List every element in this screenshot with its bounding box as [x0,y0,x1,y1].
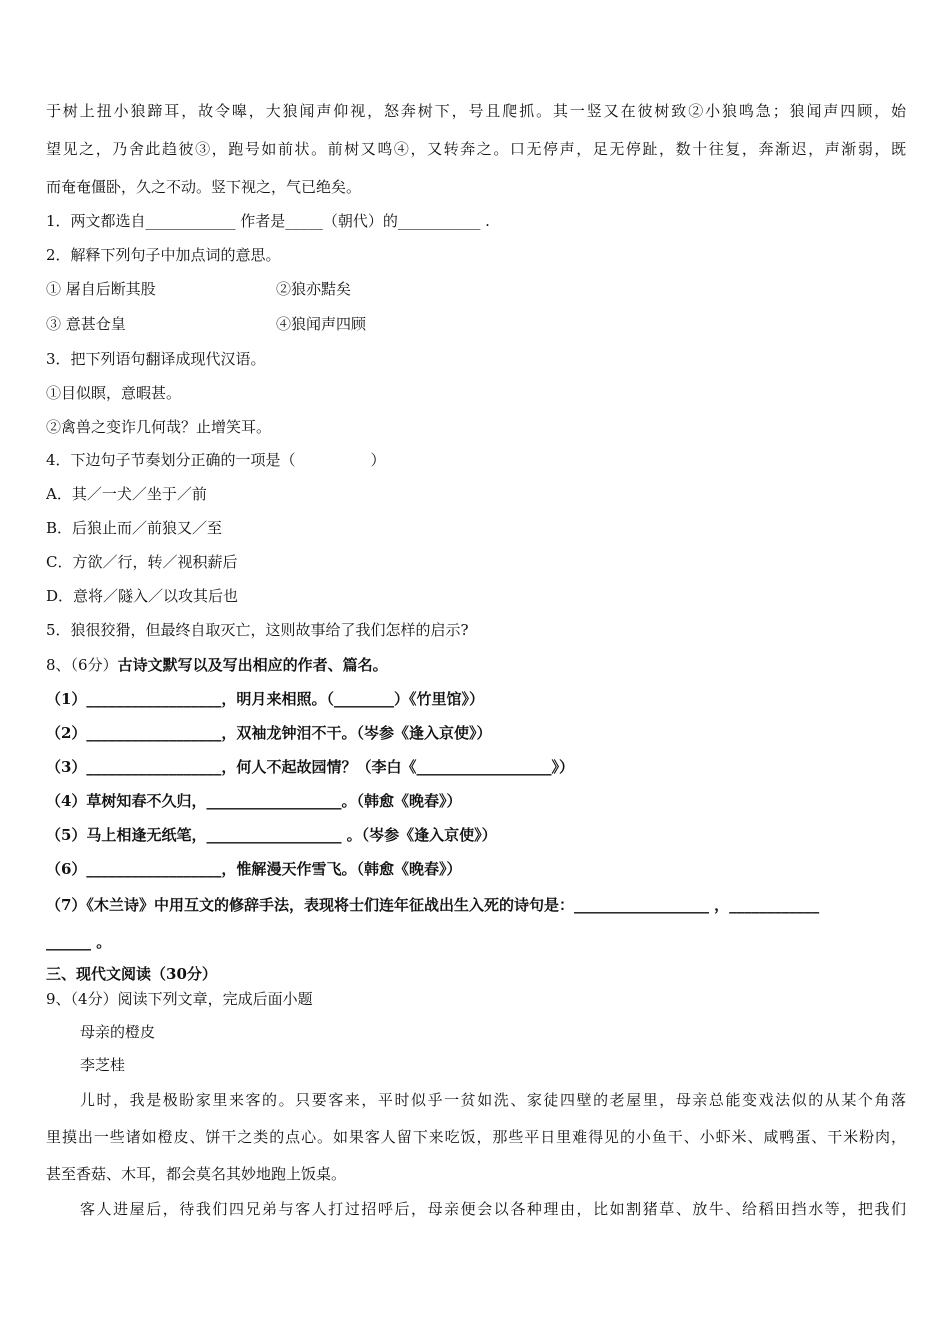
question-8-item: （4）草树知春不久归，__________________。（韩愈《晚春》） [46,792,462,810]
question-9-number: 9、（4分） [46,990,118,1008]
article-title: 母亲的橙皮 [80,1023,156,1041]
passage-line: 于树上扭小狼蹄耳，故令嗥，大狼闻声仰视，怒奔树下，号且爬抓。其一竖又在彼树致②小狼鸣急；狼闻声四顾，始 [46,102,906,120]
question-2-item: ④狼闻声四顾 [276,315,367,333]
question-5: 5．狼很狡猾，但最终自取灭亡，这则故事给了我们怎样的启示? [46,621,469,639]
question-8-heading [46,655,906,675]
passage-line: 而奄奄僵卧，久之不动。竖下视之，气已绝矣。 [46,178,362,196]
question-4-option-d: D．意将／隧入／以攻其后也 [46,587,239,605]
question-1: 1．两文都选自____________ 作者是_____（朝代）的___________ . [46,212,490,230]
question-8-item: （6）__________________，惟解漫天作雪飞。（韩愈《晚春》） [46,860,462,878]
question-2-stem: 2．解释下列句子中加点词的意思。 [46,246,281,264]
question-3-stem: 3．把下列语句翻译成现代汉语。 [46,350,266,368]
question-8-item: （3）__________________，何人不起故园情？（李白《__________________》） [46,758,574,776]
question-2-item: ① 屠自后断其股 [46,280,156,298]
question-8-item: ______ 。 [46,933,112,951]
question-8-item: （2）__________________，双袖龙钟泪不干。（岑参《逢入京使》） [46,724,492,742]
question-8-item: （7）《木兰诗》中用互文的修辞手法，表现将士们连年征战出生入死的诗句是：__________________ ，____________ [46,896,820,914]
question-2-row [46,279,906,299]
question-2-item: ③ 意甚仓皇 [46,315,126,333]
article-line: 客人进屋后，待我们四兄弟与客人打过招呼后，母亲便会以各种理由，比如割猪草、放牛、给稻田挡水等，把我们 [80,1200,906,1218]
question-8-number: 8、（6分） [46,656,118,674]
article-author: 李芝桂 [80,1056,126,1074]
passage-line: 望见之，乃舍此趋彼③，跑号如前状。前树又鸣④，又转奔之。口无停声，足无停趾，数十往复，奔渐迟，声渐弱，既 [46,140,906,158]
question-2-row [46,314,906,334]
question-3-item: ①目似瞑，意暇甚。 [46,384,182,402]
question-4-stem: 4．下边句子节奏划分正确的一项是（ ） [46,451,386,469]
question-4-option-b: B．后狼止而／前狼又／至 [46,519,223,537]
section-heading: 三、现代文阅读（30分） [46,965,217,983]
question-9-instruction: 阅读下列文章，完成后面小题 [117,990,313,1008]
question-4-option-c: C．方欲／行，转／视积薪后 [46,553,238,571]
question-8-item: （1）__________________，明月来相照。（________）《竹里馆》） [46,690,484,708]
question-9-heading [46,989,906,1009]
question-3-item: ②禽兽之变诈几何哉？止增笑耳。 [46,418,272,436]
question-8-instruction: 古诗文默写以及写出相应的作者、篇名。 [117,656,388,674]
question-4-option-a: A．其／一犬／坐于／前 [46,485,207,503]
article-line: 甚至香菇、木耳，都会莫名其妙地跑上饭桌。 [46,1165,347,1183]
question-8-item: （5）马上相逢无纸笔，__________________ 。（岑参《逢入京使》） [46,826,497,844]
article-line: 里摸出一些诸如橙皮、饼干之类的点心。如果客人留下来吃饭，那些平日里难得见的小鱼干、小虾米、咸鸭蛋、干米粉肉， [46,1128,906,1146]
question-2-item: ②狼亦黠矣 [276,280,352,298]
article-line: 儿时，我是极盼家里来客的。只要客来，平时似乎一贫如洗、家徒四壁的老屋里，母亲总能变戏法似的从某个角落 [80,1091,906,1109]
